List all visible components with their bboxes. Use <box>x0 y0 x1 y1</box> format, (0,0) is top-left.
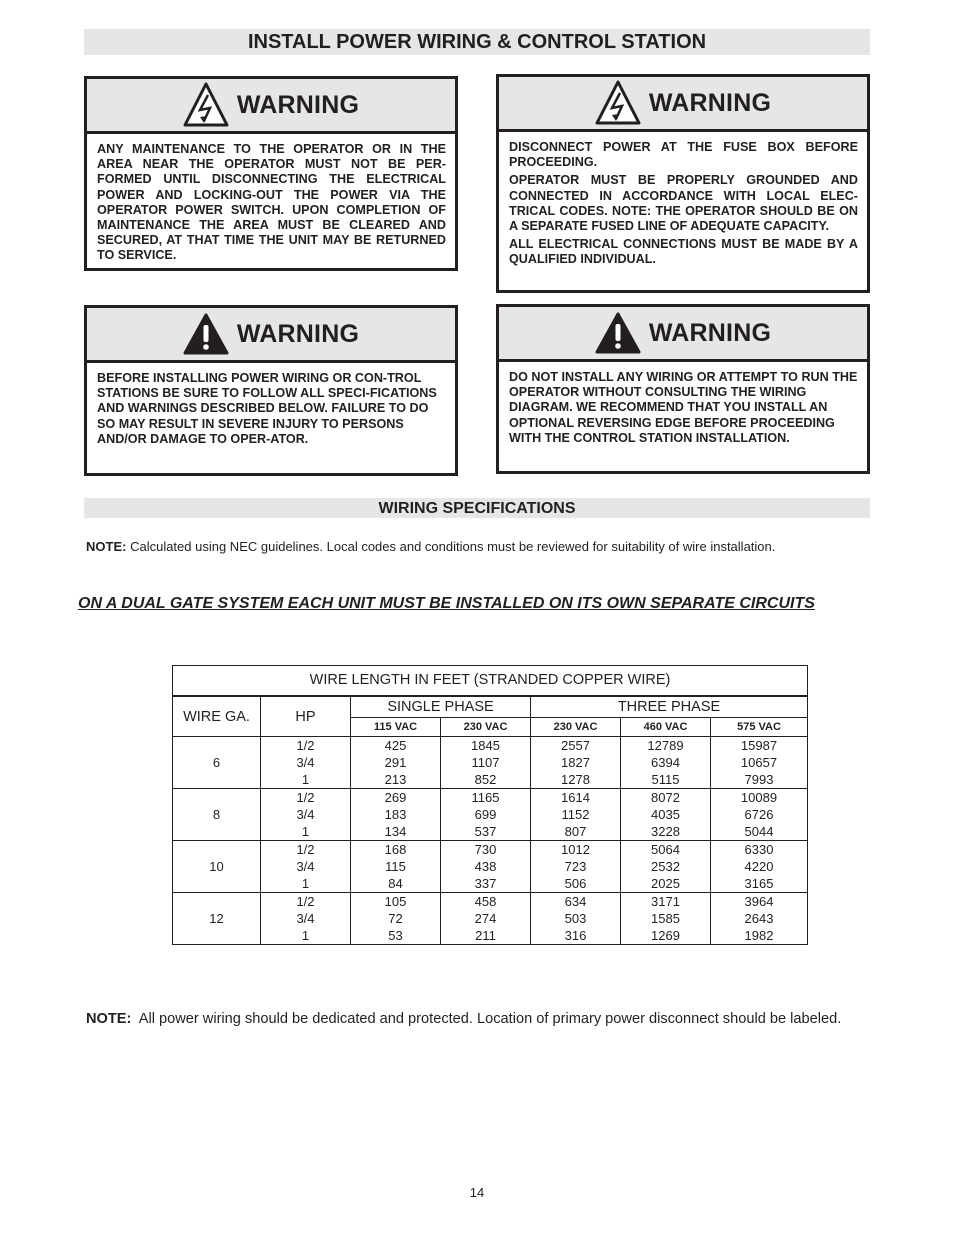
hp-cell <box>261 789 351 841</box>
table-value: 105 <box>384 894 407 909</box>
table-value: 6330 <box>744 842 774 857</box>
electric-shock-icon <box>183 82 229 128</box>
wire-length-table <box>172 665 808 945</box>
length-cell <box>711 789 808 841</box>
warning-header <box>87 308 455 363</box>
exclamation-icon <box>183 313 229 355</box>
length-cell <box>711 893 808 945</box>
table-value: 316 <box>564 928 587 943</box>
table-value: 337 <box>474 876 497 891</box>
table-value: 1 <box>301 876 310 891</box>
table-value: 807 <box>564 824 587 839</box>
table-value: 425 <box>384 738 407 753</box>
length-cell <box>621 789 711 841</box>
length-cell <box>711 737 808 789</box>
table-value: 1 <box>301 824 310 839</box>
warning-label: WARNING <box>236 319 360 348</box>
table-value: 2643 <box>744 911 774 926</box>
table-value: 1/2 <box>296 738 315 753</box>
page-number: 14 <box>469 1185 485 1200</box>
table-value: 5064 <box>651 842 680 857</box>
hp-cell <box>261 893 351 945</box>
length-cell <box>441 841 531 893</box>
table-value: 211 <box>475 928 496 943</box>
table-value: 1152 <box>561 807 590 822</box>
wire-gauge-cell: 8 <box>173 789 261 841</box>
table-value: 1/2 <box>296 894 315 909</box>
wire-gauge-cell: 12 <box>173 893 261 945</box>
table-value: 15987 <box>740 738 778 753</box>
table-value: 291 <box>384 755 407 770</box>
table-caption: WIRE LENGTH IN FEET (STRANDED COPPER WIRE) <box>173 666 808 697</box>
table-value: 1 <box>301 772 310 787</box>
electric-shock-icon <box>595 80 641 126</box>
table-value: 2025 <box>651 876 680 891</box>
table-value: 3/4 <box>296 911 315 926</box>
length-cell <box>621 841 711 893</box>
table-value: 213 <box>384 772 407 787</box>
length-cell <box>351 841 441 893</box>
table-value: 438 <box>474 859 497 874</box>
length-cell <box>441 893 531 945</box>
table-value: 53 <box>388 928 403 943</box>
table-value: 503 <box>564 911 587 926</box>
table-value: 3/4 <box>296 859 315 874</box>
table-value: 723 <box>564 859 587 874</box>
table-value: 274 <box>474 911 497 926</box>
warning-header <box>87 79 455 134</box>
length-cell <box>351 893 441 945</box>
length-cell <box>531 789 621 841</box>
table-value: 183 <box>384 807 407 822</box>
table-value: 84 <box>388 876 403 891</box>
length-cell <box>351 737 441 789</box>
table-value: 1278 <box>561 772 590 787</box>
warning-text <box>87 134 455 264</box>
table-value: 730 <box>474 842 497 857</box>
warning-box-before-installing <box>84 305 458 476</box>
table-value: 1 <box>301 928 310 943</box>
length-cell <box>621 737 711 789</box>
warning-label: WARNING <box>236 90 360 119</box>
warning-text <box>499 132 867 268</box>
table-value: 2557 <box>561 738 590 753</box>
warning-text <box>499 362 867 446</box>
table-value: 1845 <box>471 738 500 753</box>
warning-header <box>499 77 867 132</box>
table-row <box>173 841 808 893</box>
hp-cell <box>261 737 351 789</box>
length-cell <box>441 789 531 841</box>
length-cell <box>531 893 621 945</box>
table-value: 852 <box>474 772 497 787</box>
exclamation-icon <box>595 312 641 354</box>
table-value: 5044 <box>744 824 774 839</box>
hp-header: HP <box>261 696 351 737</box>
table-value: 3165 <box>744 876 774 891</box>
table-value: 537 <box>474 824 497 839</box>
wiring-specifications-title: WIRING SPECIFICATIONS <box>84 498 870 518</box>
warning-paragraph: ALL ELECTRICAL CONNECTIONS MUST BE MADE BY A QUALIFIED INDIVIDUAL. <box>509 237 858 267</box>
wire-gauge-header: WIRE GA. <box>173 696 261 737</box>
table-value: 4035 <box>651 807 680 822</box>
power-wiring-note-text: All power wiring should be dedicated and protected. Location of primary power disconnect should be labeled. <box>138 1011 842 1027</box>
table-value: 10089 <box>740 790 778 805</box>
table-value: 1269 <box>651 928 680 943</box>
voltage-header: 230 VAC <box>531 718 621 737</box>
warning-header <box>499 307 867 362</box>
three-phase-header: THREE PHASE <box>531 696 808 718</box>
table-value: 699 <box>474 807 497 822</box>
warning-label: WARNING <box>648 318 772 347</box>
warning-box-maintenance <box>84 76 458 271</box>
table-value: 2532 <box>651 859 680 874</box>
nec-note <box>86 539 886 554</box>
table-row <box>173 893 808 945</box>
table-value: 168 <box>384 842 407 857</box>
table-value: 1165 <box>471 790 500 805</box>
single-phase-header: SINGLE PHASE <box>351 696 531 718</box>
table-value: 3171 <box>651 894 680 909</box>
table-value: 5115 <box>651 772 680 787</box>
warning-paragraph: OPERATOR MUST BE PROPERLY GROUNDED AND CONNECTED IN ACCORDANCE WITH LOCAL ELEC-TRICAL CODES. NOTE: THE OPERATOR SHOULD BE ON A SEPARATE FUSED LINE OF ADEQUATE CAPACITY. <box>509 173 858 234</box>
power-wiring-note <box>86 1010 861 1028</box>
length-cell <box>531 841 621 893</box>
length-cell <box>351 789 441 841</box>
table-value: 634 <box>564 894 587 909</box>
page-title: INSTALL POWER WIRING & CONTROL STATION <box>84 29 870 55</box>
voltage-header: 460 VAC <box>621 718 711 737</box>
wire-gauge-cell: 6 <box>173 737 261 789</box>
warning-paragraph: DISCONNECT POWER AT THE FUSE BOX BEFORE PROCEEDING. <box>509 140 858 170</box>
warning-text <box>87 363 455 447</box>
table-value: 12789 <box>647 738 684 753</box>
dual-gate-notice: ON A DUAL GATE SYSTEM EACH UNIT MUST BE INSTALLED ON ITS OWN SEPARATE CIRCUITS <box>78 595 815 612</box>
table-value: 3/4 <box>296 807 315 822</box>
length-cell <box>441 737 531 789</box>
warning-paragraph: BEFORE INSTALLING POWER WIRING OR CON-TROL STATIONS BE SURE TO FOLLOW ALL SPECI-FICATIONS AND WARNINGS DESCRIBED BELOW. FAILURE TO DO SO MAY RESULT IN SEVERE INJURY TO PERSONS AND/OR DAMAGE TO OPER-ATOR. <box>97 371 437 446</box>
warning-box-disconnect-power <box>496 74 870 293</box>
table-value: 1614 <box>561 790 590 805</box>
table-value: 1012 <box>561 842 590 857</box>
table-value: 3/4 <box>296 755 315 770</box>
table-value: 1585 <box>651 911 680 926</box>
table-value: 6726 <box>744 807 774 822</box>
warning-paragraph: ANY MAINTENANCE TO THE OPERATOR OR IN THE AREA NEAR THE OPERATOR MUST NOT BE PER-FORMED UNTIL DISCONNECTING THE ELECTRICAL POWER AND LOCKING-OUT THE POWER VIA THE OPERATOR POWER SWITCH. UPON COMPLETION OF MAINTENANCE THE AREA MUST BE CLEARED AND SECURED, AT THAT TIME THE UNIT MAY BE RETURNED TO SERVICE. <box>97 142 446 263</box>
table-value: 8072 <box>651 790 680 805</box>
length-cell <box>621 893 711 945</box>
table-value: 3964 <box>744 894 774 909</box>
table-value: 4220 <box>744 859 774 874</box>
table-value: 3228 <box>651 824 680 839</box>
table-value: 458 <box>474 894 497 909</box>
table-value: 1982 <box>744 928 774 943</box>
table-value: 6394 <box>651 755 680 770</box>
table-value: 506 <box>564 876 587 891</box>
table-value: 134 <box>384 824 407 839</box>
wire-gauge-cell: 10 <box>173 841 261 893</box>
table-value: 10657 <box>740 755 778 770</box>
voltage-header: 115 VAC <box>351 718 441 737</box>
warning-paragraph: DO NOT INSTALL ANY WIRING OR ATTEMPT TO RUN THE OPERATOR WITHOUT CONSULTING THE WIRING DIAGRAM. WE RECOMMEND THAT YOU INSTALL AN OPTIONAL REVERSING EDGE BEFORE PROCEEDING WITH THE CONTROL STATION INSTALLATION. <box>509 370 858 445</box>
voltage-header: 230 VAC <box>441 718 531 737</box>
table-row <box>173 789 808 841</box>
nec-note-label: NOTE: <box>86 539 127 554</box>
power-wiring-note-label: NOTE: <box>86 1011 132 1027</box>
table-value: 1/2 <box>296 790 315 805</box>
table-value: 7993 <box>744 772 774 787</box>
table-value: 1/2 <box>296 842 315 857</box>
table-value: 1107 <box>471 755 500 770</box>
table-value: 269 <box>384 790 407 805</box>
hp-cell <box>261 841 351 893</box>
warning-box-wiring-diagram <box>496 304 870 474</box>
table-row <box>173 737 808 789</box>
nec-note-text: Calculated using NEC guidelines. Local codes and conditions must be reviewed for suitability of wire installation. <box>130 539 776 554</box>
table-value: 72 <box>388 911 403 926</box>
voltage-header: 575 VAC <box>711 718 808 737</box>
warning-label: WARNING <box>648 88 772 117</box>
length-cell <box>711 841 808 893</box>
table-value: 1827 <box>561 755 590 770</box>
length-cell <box>531 737 621 789</box>
table-value: 115 <box>385 859 406 874</box>
